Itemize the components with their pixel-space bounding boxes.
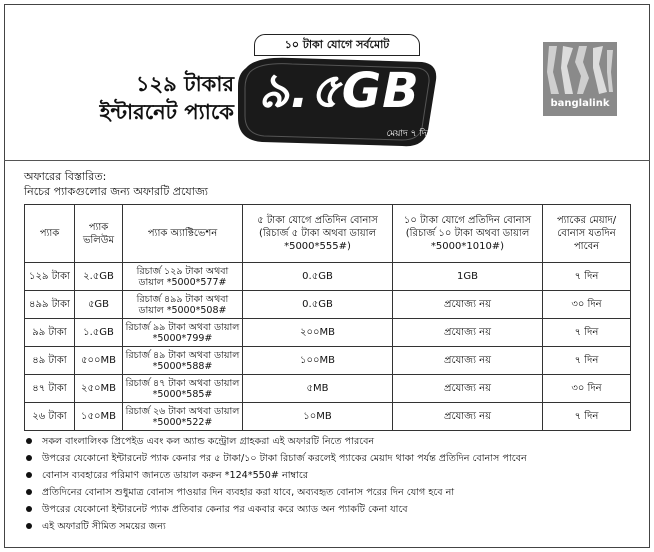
note-text: প্রতিদিনের বোনাস শুধুমাত্র বোনাস পাওয়ার দিন ব্যবহার করা যাবে, অব্যবহৃত বোনাস পরের দিন যোগ হবে না xyxy=(42,487,455,498)
list-item xyxy=(24,501,634,518)
cell-pack: ৪৯৯ টাকা xyxy=(25,291,75,319)
cell-pack: ২৬ টাকা xyxy=(25,403,75,431)
bullet-icon xyxy=(26,455,32,461)
cell-volume: ৫GB xyxy=(75,291,123,319)
cell-validity: ৭ দিন xyxy=(543,347,631,375)
note-text: সকল বাংলালিংক প্রিপেইড এবং কল অ্যান্ড কন্ট্রোল গ্রাহকরা এই অফারটি নিতে পারবেন xyxy=(42,436,375,447)
headline-line-1: ১২৯ টাকার xyxy=(135,72,234,96)
details-title: অফারের বিস্তারিত: xyxy=(24,170,107,183)
table-row xyxy=(25,319,631,347)
cell-volume: ১৫০MB xyxy=(75,403,123,431)
badge-top-text: ১০ টাকা যোগে সর্বমোট xyxy=(254,34,420,56)
list-item xyxy=(24,484,634,501)
logo-text: banglalink xyxy=(550,98,610,109)
cell-bonus-10: 1GB xyxy=(393,263,543,291)
cell-volume: ৫০০MB xyxy=(75,347,123,375)
cell-bonus-5: ২০০MB xyxy=(243,319,393,347)
cell-activation: রিচার্জ ২৬ টাকা অথবা ডায়াল *5000*522# xyxy=(123,403,243,431)
cell-bonus-5: ৫MB xyxy=(243,375,393,403)
list-item xyxy=(24,518,634,535)
headline-line-2: ইন্টারনেট প্যাকে xyxy=(99,100,234,124)
cell-validity: ৭ দিন xyxy=(543,319,631,347)
table-row xyxy=(25,347,631,375)
note-text: বোনাস ব্যবহারের পরিমাণ জানতে ডায়াল করুন *124*550# নাম্বারে xyxy=(42,470,309,481)
list-item xyxy=(24,467,634,484)
header-pack: প্যাক xyxy=(25,205,75,263)
cell-validity: ৭ দিন xyxy=(543,263,631,291)
badge-volume: ৯.৫GB xyxy=(258,63,420,119)
cell-bonus-10: প্রযোজ্য নয় xyxy=(393,403,543,431)
headline xyxy=(62,70,234,126)
bullet-icon xyxy=(26,472,32,478)
note-text: উপরের যেকোনো ইন্টারনেট প্যাক কেনার পর ৫ টাকা/১০ টাকা রিচার্জ করলেই প্যাকের মেয়াদ থাকা পর্যন্ত প্রতিদিন বোনাস পাবেন xyxy=(42,453,527,464)
table-row xyxy=(25,375,631,403)
bullet-icon xyxy=(26,506,32,512)
terms-list xyxy=(24,433,634,535)
cell-bonus-10: প্রযোজ্য নয় xyxy=(393,319,543,347)
header-activation: প্যাক অ্যাক্টিভেশন xyxy=(123,205,243,263)
cell-validity: ৭ দিন xyxy=(543,403,631,431)
header-bonus-10: ১০ টাকা যোগে প্রতিদিন বোনাস (রিচার্জ ১০ টাকা অথবা ডায়াল *5000*1010#) xyxy=(393,205,543,263)
bullet-icon xyxy=(26,438,32,444)
cell-pack: ৪৭ টাকা xyxy=(25,375,75,403)
note-text: এই অফারটি সীমিত সময়ের জন্য xyxy=(42,521,166,532)
cell-bonus-10: প্রযোজ্য নয় xyxy=(393,347,543,375)
cell-activation: রিচার্জ ৯৯ টাকা অথবা ডায়াল *5000*799# xyxy=(123,319,243,347)
bullet-icon xyxy=(26,523,32,529)
table-row xyxy=(25,403,631,431)
details-subtitle: নিচের প্যাকগুলোর জন্য অফারটি প্রযোজ্য xyxy=(24,185,208,198)
cell-bonus-5: ১০MB xyxy=(243,403,393,431)
header-validity: প্যাকের মেয়াদ/ বোনাস যতদিন পাবেন xyxy=(543,205,631,263)
cell-activation: রিচার্জ ৪৭ টাকা অথবা ডায়াল *5000*585# xyxy=(123,375,243,403)
ad-header xyxy=(0,0,654,160)
table-row xyxy=(25,291,631,319)
header-divider xyxy=(4,160,650,161)
banglalink-logo xyxy=(543,42,617,116)
cell-pack: ১২৯ টাকা xyxy=(25,263,75,291)
volume-badge xyxy=(232,34,442,154)
tiger-stripes-icon xyxy=(543,42,617,98)
offer-table xyxy=(24,204,631,431)
header-volume: প্যাক ভলিউম xyxy=(75,205,123,263)
header-bonus-5: ৫ টাকা যোগে প্রতিদিন বোনাস (রিচার্জ ৫ টাকা অথবা ডায়াল *5000*555#) xyxy=(243,205,393,263)
bullet-icon xyxy=(26,489,32,495)
cell-validity: ৩০ দিন xyxy=(543,375,631,403)
cell-bonus-5: 0.৫GB xyxy=(243,291,393,319)
badge-validity: মেয়াদ ৭ দিন xyxy=(386,129,432,139)
note-text: উপরের যেকোনো ইন্টারনেট প্যাক প্রতিবার কেনার পর একবার করে অ্যাড অন প্যাকটি কেনা যাবে xyxy=(42,504,408,515)
cell-volume: ১.৫GB xyxy=(75,319,123,347)
cell-pack: ৪৯ টাকা xyxy=(25,347,75,375)
table-row xyxy=(25,263,631,291)
cell-bonus-5: ১০০MB xyxy=(243,347,393,375)
cell-validity: ৩০ দিন xyxy=(543,291,631,319)
list-item xyxy=(24,450,634,467)
cell-bonus-5: 0.৫GB xyxy=(243,263,393,291)
cell-activation: রিচার্জ ৪৯ টাকা অথবা ডায়াল *5000*588# xyxy=(123,347,243,375)
table-header-row xyxy=(25,205,631,263)
cell-activation: রিচার্জ ৪৯৯ টাকা অথবা ডায়াল *5000*508# xyxy=(123,291,243,319)
cell-bonus-10: প্রযোজ্য নয় xyxy=(393,291,543,319)
cell-activation: রিচার্জ ১২৯ টাকা অথবা ডায়াল *5000*577# xyxy=(123,263,243,291)
cell-bonus-10: প্রযোজ্য নয় xyxy=(393,375,543,403)
cell-volume: ২.৫GB xyxy=(75,263,123,291)
cell-pack: ৯৯ টাকা xyxy=(25,319,75,347)
list-item xyxy=(24,433,634,450)
cell-volume: ২৫০MB xyxy=(75,375,123,403)
